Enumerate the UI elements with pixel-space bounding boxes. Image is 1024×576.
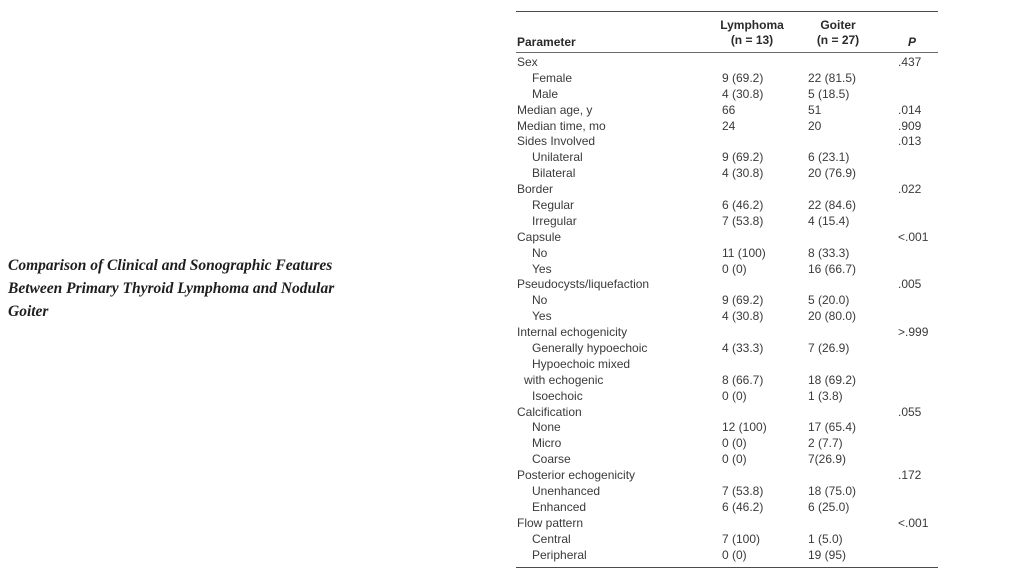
header-lymphoma-n: (n = 13) [730,33,774,47]
caption-line: Between Primary Thyroid Lymphoma and Nodular [8,280,335,297]
table-row [516,500,938,516]
lymphoma-value: 0 (0) [722,452,747,467]
table-row [516,246,938,262]
goiter-value: 7(26.9) [808,452,847,467]
p-value: >.999 [898,325,929,340]
row-label: Male [532,86,559,101]
table-row [516,293,938,309]
row-label: Sex [517,55,538,69]
table-row [516,150,938,166]
row-label: Calcification [517,404,582,419]
table-row [516,103,938,119]
row-label: Capsule [517,229,562,244]
goiter-value: 6 (25.0) [808,499,850,514]
lymphoma-value: 9 (69.2) [722,150,764,165]
row-label: Hypoechoic mixed [532,356,631,371]
row-label: Flow pattern [517,515,584,530]
lymphoma-value: 11 (100) [722,245,766,260]
header-goiter-n: (n = 27) [816,33,860,47]
header-parameter: Parameter [517,35,576,49]
table-row [516,71,938,87]
table-row [516,436,938,452]
table-row [516,357,938,373]
goiter-value: 51 [808,102,822,117]
lymphoma-value: 9 (69.2) [722,70,764,85]
goiter-value: 22 (81.5) [808,70,857,85]
caption-line: Goiter [8,303,49,320]
table-row [516,548,938,564]
comparison-table [516,11,938,568]
row-label: Yes [532,309,552,324]
goiter-value: 20 (80.0) [808,309,857,324]
goiter-value: 2 (7.7) [808,436,843,451]
goiter-value: 20 (76.9) [808,166,857,181]
p-value: .005 [898,277,922,292]
table-row [516,119,938,135]
lymphoma-value: 4 (30.8) [722,86,764,101]
goiter-value: 17 (65.4) [808,420,857,435]
table-caption [8,254,408,323]
goiter-value: 8 (33.3) [808,245,850,260]
table-row [516,468,938,484]
lymphoma-value: 9 (69.2) [722,293,764,308]
goiter-value: 4 (15.4) [808,213,850,228]
row-label: Border [517,182,554,197]
p-value: .909 [898,118,922,133]
table-row [516,405,938,421]
table-row [516,373,938,389]
lymphoma-value: 4 (33.3) [722,341,764,356]
header-lymphoma [712,18,792,48]
goiter-value: 19 (95) [808,547,847,562]
lymphoma-value: 12 (100) [722,420,767,435]
row-label: Median age, y [517,102,593,117]
row-label: Median time, mo [517,118,606,133]
table-row [516,277,938,293]
row-label: None [532,420,561,435]
goiter-value: 20 [808,118,822,133]
row-label: Peripheral [532,547,587,562]
lymphoma-value: 0 (0) [722,261,747,276]
table-row [516,262,938,278]
caption-line: Comparison of Clinical and Sonographic Features [8,257,333,274]
header-goiter-title: Goiter [820,18,856,32]
table-row [516,516,938,532]
row-label: Irregular [532,213,577,228]
row-label: Central [532,531,571,546]
p-value: <.001 [898,229,929,244]
table-row [516,452,938,468]
row-label: Generally hypoechoic [532,341,648,356]
lymphoma-value: 7 (100) [722,531,761,546]
table-row [516,55,938,71]
p-value: .437 [898,55,922,69]
lymphoma-value: 24 [722,118,736,133]
table-body [516,53,938,567]
lymphoma-value: 0 (0) [722,388,747,403]
p-value: .013 [898,134,922,149]
p-value: <.001 [898,515,929,530]
p-value: .022 [898,182,922,197]
p-value: .172 [898,468,922,483]
lymphoma-value: 7 (53.8) [722,484,764,499]
table-row [516,389,938,405]
lymphoma-value: 6 (46.2) [722,499,764,514]
table-row [516,134,938,150]
goiter-value: 5 (20.0) [808,293,850,308]
table-row [516,420,938,436]
row-label: Bilateral [532,166,576,181]
goiter-value: 18 (69.2) [808,372,857,387]
lymphoma-value: 4 (30.8) [722,166,764,181]
table-row [516,341,938,357]
row-label: Unilateral [532,150,583,165]
table-row [516,214,938,230]
row-label: Posterior echogenicity [517,468,636,483]
goiter-value: 6 (23.1) [808,150,850,165]
goiter-value: 5 (18.5) [808,86,850,101]
p-value: .055 [898,404,922,419]
table-header [516,12,938,53]
row-label: Enhanced [532,499,587,514]
table-row [516,182,938,198]
lymphoma-value: 0 (0) [722,436,747,451]
row-label: Internal echogenicity [517,325,628,340]
goiter-value: 1 (5.0) [808,531,843,546]
row-label: Coarse [532,452,571,467]
header-lymphoma-title: Lymphoma [720,18,784,32]
row-label: Female [532,70,573,85]
lymphoma-value: 0 (0) [722,547,747,562]
lymphoma-value: 66 [722,102,736,117]
table-row [516,87,938,103]
row-label: Sides Involved [517,134,596,149]
table-row [516,532,938,548]
goiter-value: 1 (3.8) [808,388,843,403]
table-row [516,309,938,325]
row-label: Unenhanced [532,484,601,499]
row-label: Regular [532,198,575,213]
table-row [516,166,938,182]
lymphoma-value: 8 (66.7) [722,372,764,387]
row-label: Yes [532,261,552,276]
goiter-value: 22 (84.6) [808,198,857,213]
goiter-value: 7 (26.9) [808,341,850,356]
header-goiter [808,18,868,48]
lymphoma-value: 7 (53.8) [722,213,764,228]
table-row [516,484,938,500]
goiter-value: 18 (75.0) [808,484,857,499]
table-row [516,198,938,214]
goiter-value: 16 (66.7) [808,261,857,276]
lymphoma-value: 6 (46.2) [722,198,764,213]
row-label: with echogenic [524,372,604,387]
lymphoma-value: 4 (30.8) [722,309,764,324]
row-label: Isoechoic [532,388,583,403]
row-label: Pseudocysts/liquefaction [517,277,650,292]
table-row [516,230,938,246]
header-p-value: P [908,35,917,49]
table-row [516,325,938,341]
row-label: No [532,245,548,260]
p-value: .014 [898,102,922,117]
row-label: Micro [532,436,562,451]
row-label: No [532,293,548,308]
